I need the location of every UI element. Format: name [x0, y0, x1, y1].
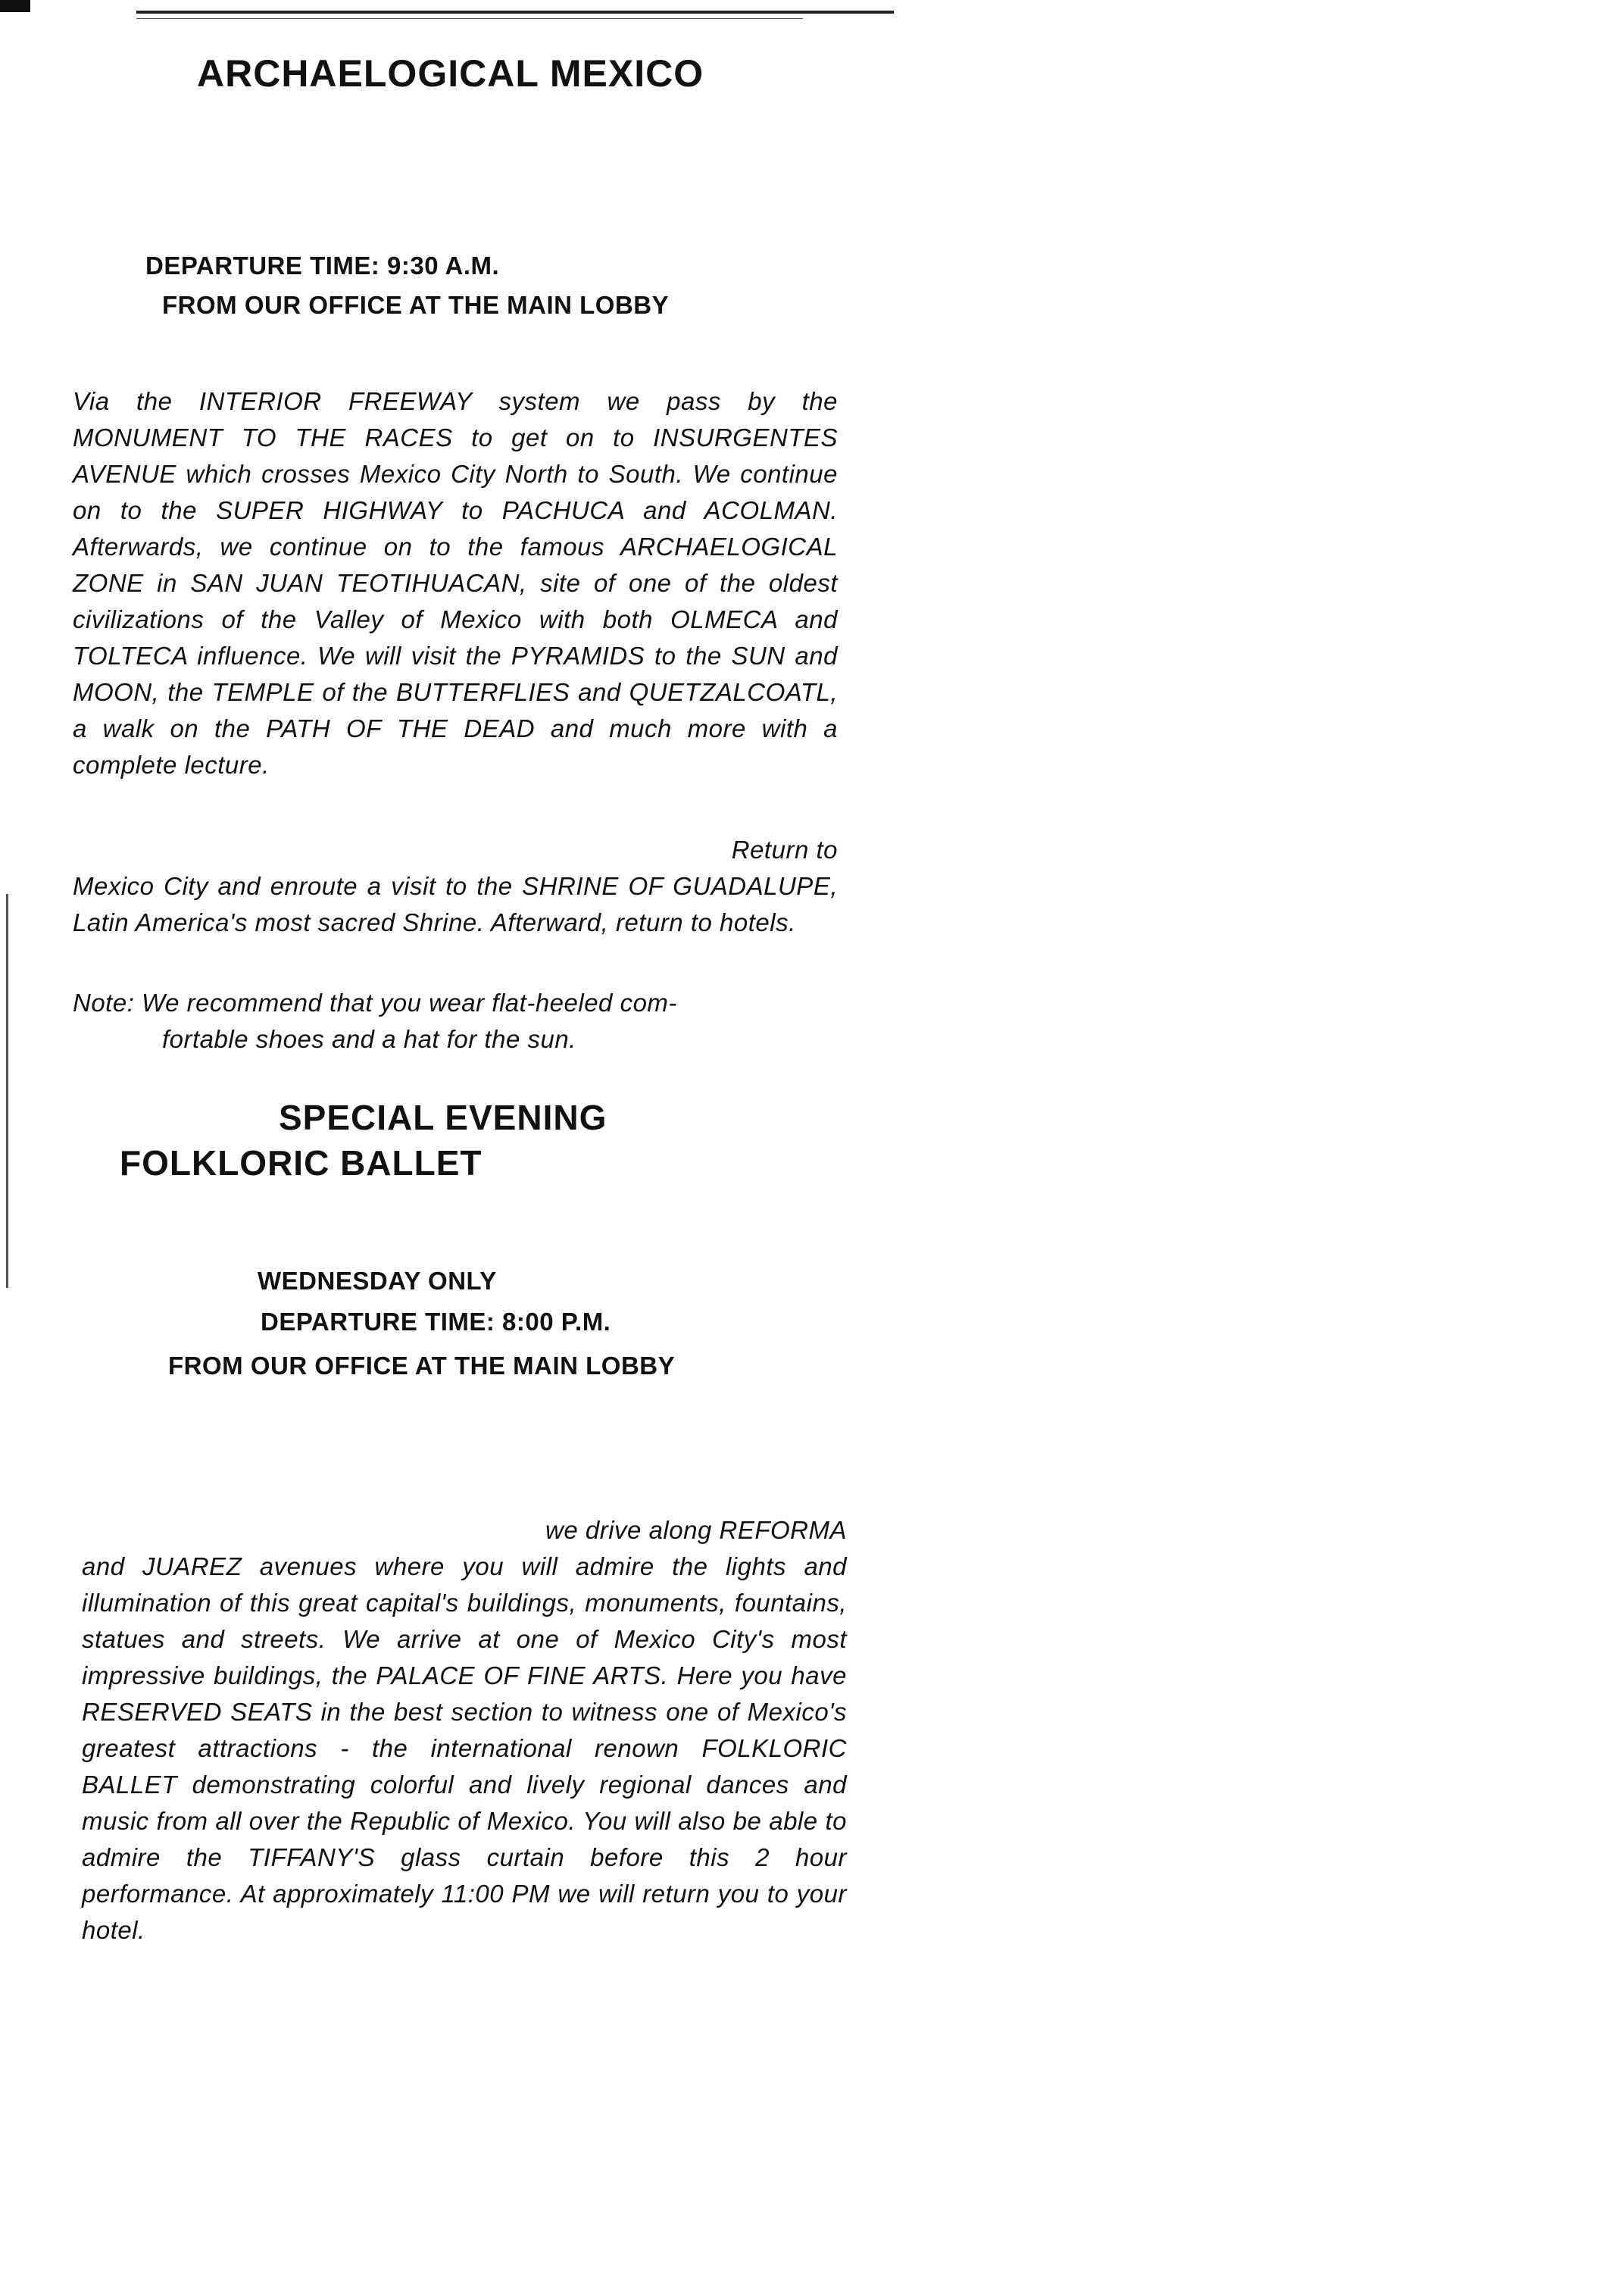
note-line-2: fortable shoes and a hat for the sun. [162, 1025, 576, 1053]
tour1-departure: DEPARTURE TIME: 9:30 A.M. [145, 252, 500, 280]
tour1-paragraph-1: Via the INTERIOR FREEWAY system we pass by the MONUMENT TO THE RACES to get on to INSURGENTES AVENUE which crosses Mexico City North to South. We continue on to the SUPER HIGHWAY to PACHUCA and ACOLMAN. Afterwards, we continue on to the famous ARCHAELOGICAL ZONE in SAN JUAN TEOTIHUACAN, site of one of the oldest civilizations of the Valley of Mexico with both OLMECA and TOLTECA influence. We will visit the PYRAMIDS to the SUN and MOON, the TEMPLE of the BUTTERFLIES and QUETZALCOATL, a walk on the PATH OF THE DEAD and much more with a complete lecture. [73, 387, 838, 779]
section-title-line-1: SPECIAL EVENING [279, 1098, 607, 1137]
tour1-note [73, 985, 838, 1058]
tour1-from: FROM OUR OFFICE AT THE MAIN LOBBY [162, 291, 670, 319]
tour2-departure: DEPARTURE TIME: 8:00 P.M. [261, 1308, 611, 1336]
tour1-paragraph-2-start: Return to [731, 836, 838, 864]
tour2-paragraph [82, 1512, 847, 1949]
tour1-paragraph-2-rest: Mexico City and enroute a visit to the SHRINE OF GUADALUPE, Latin America's most sacred Shrine. Afterward, return to hotels. [73, 872, 838, 936]
tour2-day: WEDNESDAY ONLY [258, 1267, 497, 1295]
tour2-paragraph-rest: and JUAREZ avenues where you will admire the lights and illumination of this great capital's buildings, monuments, fountains, statues and streets. We arrive at one of Mexico City's most impressive buildings, the PALACE OF FINE ARTS. Here you have RESERVED SEATS in the best section to witness one of Mexico's greatest attractions - the international renown FOLKLORIC BALLET demonstrating colorful and lively regional dances and music from all over the Republic of Mexico. You will also be able to admire the TIFFANY'S glass curtain before this 2 hour performance. At approximately 11:00 PM we will return you to your hotel. [82, 1552, 847, 1944]
tour1-paragraph-2 [73, 832, 838, 941]
tour2-paragraph-start: we drive along REFORMA [545, 1516, 847, 1544]
note-label: Note: [73, 989, 135, 1017]
scan-left-edge [6, 894, 8, 1288]
tour2-from: FROM OUR OFFICE AT THE MAIN LOBBY [168, 1352, 676, 1380]
top-rule [136, 11, 894, 14]
top-rule-thin [136, 18, 803, 19]
note-line-1: We recommend that you wear flat-heeled com- [142, 989, 677, 1017]
scan-corner-mark [0, 0, 30, 12]
page-title: ARCHAELOGICAL MEXICO [197, 52, 704, 95]
section-title-line-2: FOLKLORIC BALLET [120, 1143, 483, 1183]
